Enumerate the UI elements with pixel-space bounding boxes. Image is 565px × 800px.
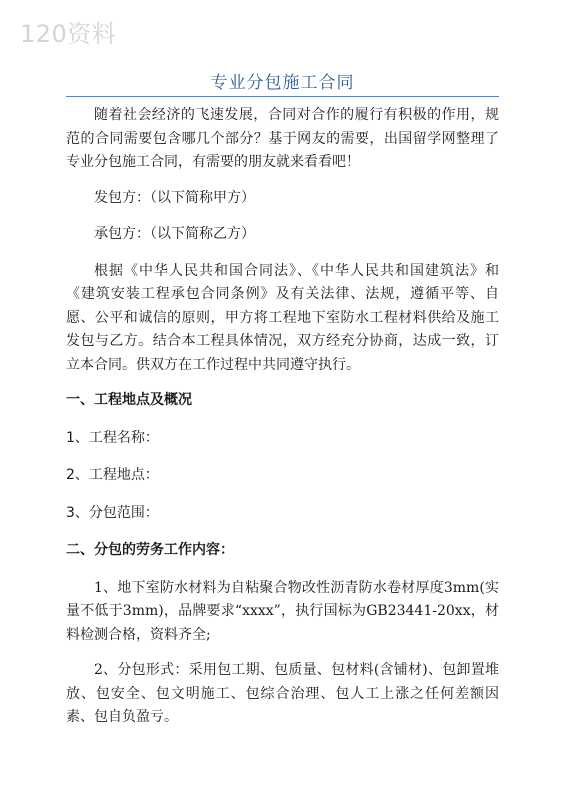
section-1-heading: 一、工程地点及概况 xyxy=(66,392,192,408)
project-name-item: 1、工程名称： xyxy=(66,429,159,446)
page-title: 专业分包施工合同 xyxy=(210,73,355,93)
document-body xyxy=(66,104,499,742)
preamble-paragraph: 根据《中华人民共和国合同法》、《中华人民共和国建筑法》和《建筑安装工程承包合同条例》及有关法律、法规，遵循平等、自愿、公平和诚信的原则，甲方将工程地下室防水工程材料供给及施工发包与乙方。结合本工程具体情况，双方经充分协商，达成一致，订立本合同。供双方在工作过程中共同遵守执行。 xyxy=(66,262,499,373)
project-location-item: 2、工程地点： xyxy=(66,467,159,483)
section-2-paragraph-2: 2、分包形式：采用包工期、包质量、包材料(含铺材)、包卸置堆放、包安全、包文明施工、包综合治理、包人工上涨之任何差额因素、包自负盈亏。 xyxy=(66,662,499,725)
section-2-paragraph-1: 1、地下室防水材料为自粘聚合物改性沥青防水卷材厚度3mm(实量不低于3mm)，品牌要求“xxxx”，执行国标为GB23441-20xx，材料检测合格，资料齐全; xyxy=(66,579,499,643)
party-b-line: 承包方：（以下简称乙方） xyxy=(94,226,255,242)
intro-paragraph: 随着社会经济的飞速发展，合同对合作的履行有积极的作用，规范的合同需要包含哪几个部分？基于网友的需要，出国留学网整理了专业分包施工合同，有需要的朋友就来看看吧！ xyxy=(66,107,499,170)
party-a-line: 发包方：（以下简称甲方） xyxy=(94,189,255,206)
subcontract-scope-item: 3、分包范围： xyxy=(66,504,159,521)
watermark: 120资料 xyxy=(20,20,117,48)
section-2-heading: 二、分包的劳务工作内容： xyxy=(66,542,234,558)
title-divider xyxy=(66,96,499,97)
